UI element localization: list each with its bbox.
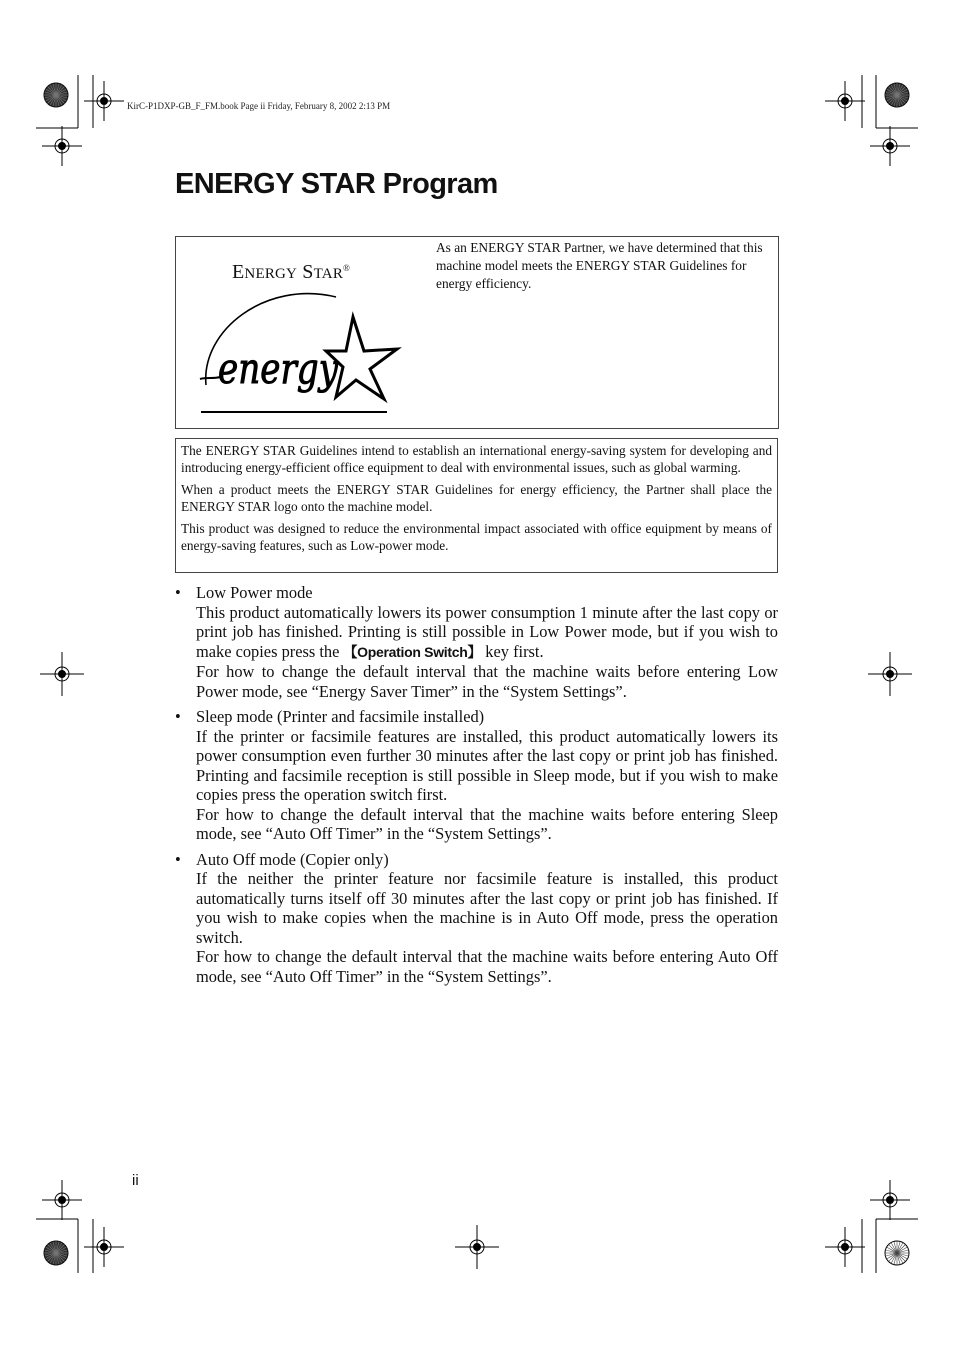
low-power-heading: Low Power mode xyxy=(196,583,313,602)
page-number: ii xyxy=(132,1172,139,1189)
crosshair-registration-icon xyxy=(40,652,84,696)
radial-color-target-icon xyxy=(44,1241,68,1265)
auto-off-note: For how to change the default interval that the machine waits before entering Auto Off mode, see “Auto Off Timer” in the “System Settings”. xyxy=(196,947,778,986)
crosshair-registration-icon xyxy=(870,126,910,166)
crosshair-registration-icon xyxy=(825,81,865,121)
crosshair-registration-icon xyxy=(84,81,124,121)
crosshair-registration-icon xyxy=(455,1225,499,1269)
crosshair-registration-icon xyxy=(870,1180,910,1220)
sleep-description: If the printer or facsimile features are installed, this product automatically lowers its power consumption even further 30 minutes after the last copy or print job has finished. Printing and facsimile reception is still possible in Sleep mode, but if you wish to make copies press the operation switch first. xyxy=(196,726,778,804)
info-paragraph: When a product meets the ENERGY STAR Guidelines for energy efficiency, the Partner shall place the ENERGY STAR logo onto the machine model. xyxy=(181,482,772,514)
radial-color-target-icon xyxy=(885,1241,909,1265)
bullet-marker: • xyxy=(175,707,181,726)
file-info-header: KirC-P1DXP-GB_F_FM.book Page ii Friday, February 8, 2002 2:13 PM xyxy=(127,101,391,111)
info-paragraph: This product was designed to reduce the environmental impact associated with office equipment by means of energy-saving features, such as Low-power mode. xyxy=(181,521,772,553)
sleep-heading: Sleep mode (Printer and facsimile installed) xyxy=(196,707,485,726)
crosshair-registration-icon xyxy=(868,652,912,696)
svg-text:energy: energy xyxy=(218,344,340,393)
list-item-sleep xyxy=(175,707,778,844)
partner-statement: As an ENERGY STAR Partner, we have determined that this machine model meets the ENERGY STAR Guidelines for energy efficiency. xyxy=(436,240,763,291)
power-mode-list xyxy=(175,583,778,992)
energy-star-logo-box xyxy=(175,236,779,429)
list-item-auto-off xyxy=(175,850,778,987)
auto-off-heading: Auto Off mode (Copier only) xyxy=(196,849,389,869)
crosshair-registration-icon xyxy=(825,1227,865,1267)
page-title: ENERGY STAR Program xyxy=(175,168,498,200)
crosshair-registration-icon xyxy=(84,1227,124,1267)
bullet-marker: • xyxy=(175,583,181,602)
energy-star-logo-icon xyxy=(196,285,406,415)
crosshair-registration-icon xyxy=(42,1180,82,1220)
low-power-note: For how to change the default interval that the machine waits before entering Low Power mode, see “Energy Saver Timer” in the “System Settings”. xyxy=(196,662,778,701)
list-item-low-power xyxy=(175,583,778,701)
radial-color-target-icon xyxy=(44,83,68,107)
radial-color-target-icon xyxy=(885,83,909,107)
energy-star-wordmark: ENERGY STAR® xyxy=(232,261,351,283)
auto-off-description: If the neither the printer feature nor facsimile feature is installed, this product automatically turns itself off 30 minutes after the last copy or print job has finished. If you wish to make copies when the machine is in Auto Off mode, press the operation switch. xyxy=(196,869,778,947)
sleep-note: For how to change the default interval that the machine waits before entering Sleep mode, see “Auto Off Timer” in the “System Settings”. xyxy=(196,804,778,843)
crosshair-registration-icon xyxy=(42,126,82,166)
low-power-description: This product automatically lowers its power consumption 1 minute after the last copy or print job has finished. Printing is still possible in Low Power mode, but if you wish to make copies press the 【Operation Switch】 key first. xyxy=(196,602,778,661)
bullet-marker: • xyxy=(175,849,181,869)
operation-switch-key: 【Operation Switch】 xyxy=(343,643,482,660)
guidelines-info-box xyxy=(175,438,778,573)
info-paragraph: The ENERGY STAR Guidelines intend to establish an international energy-saving system for developing and introducing energy-efficient office equipment to deal with environmental issues, such as global warming. xyxy=(181,443,772,475)
